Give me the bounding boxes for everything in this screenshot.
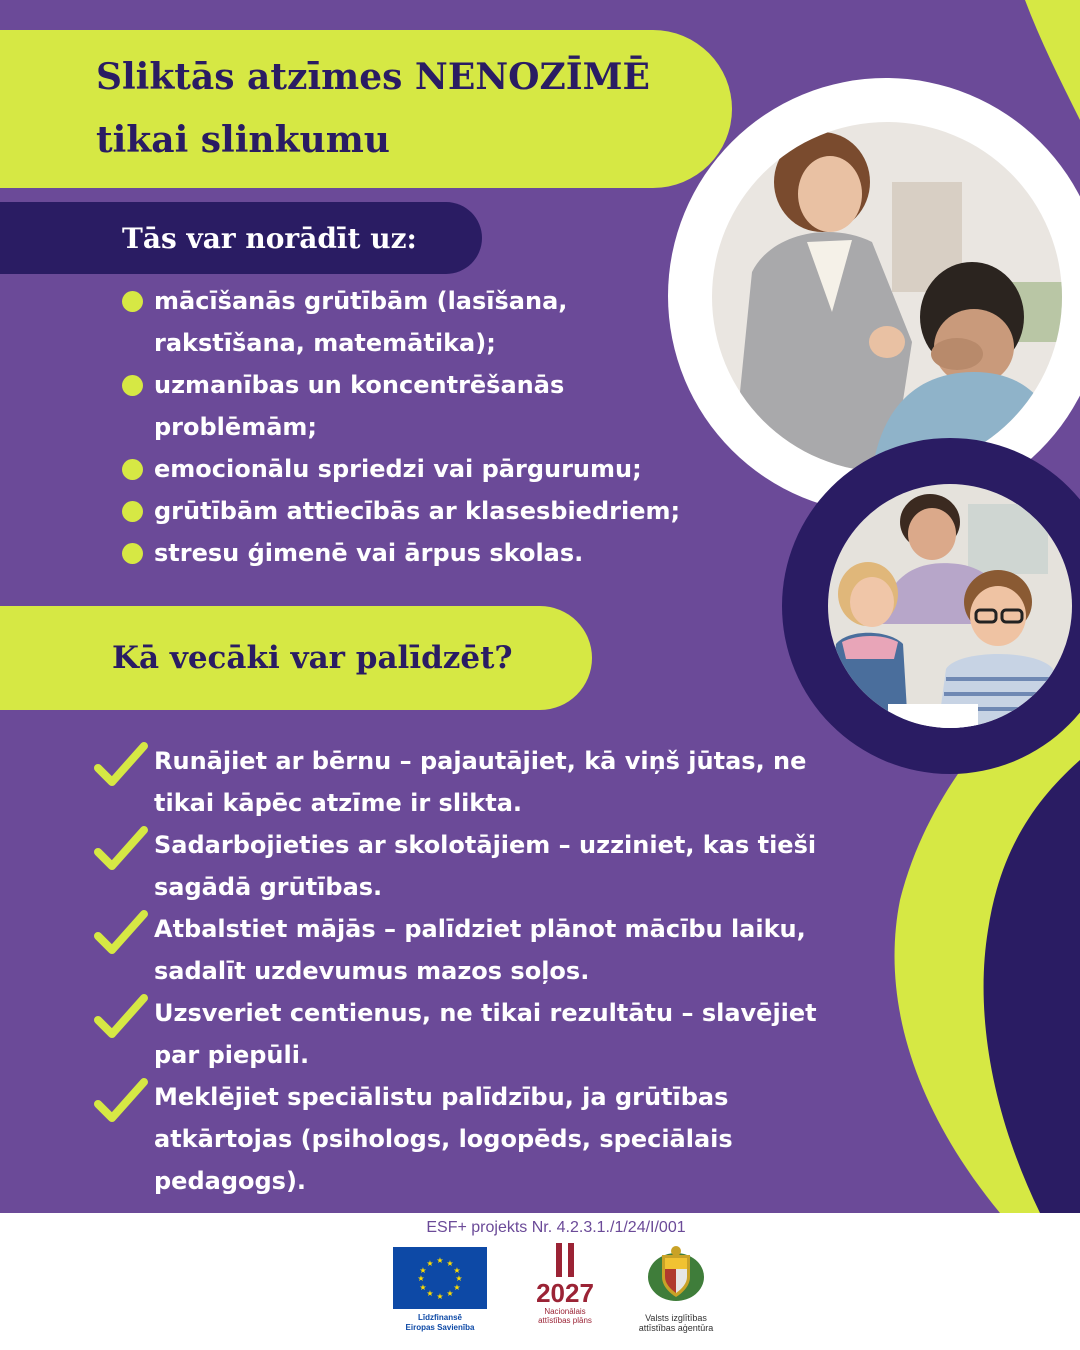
- list-item-line: Atbalstiet mājās – palīdziet plānot mācību laiku,: [154, 915, 806, 943]
- title-line-1: Sliktās atzīmes NENOZĪMĒ: [96, 56, 650, 98]
- svg-text:★: ★: [455, 1274, 463, 1283]
- checkmark-icon: [92, 992, 150, 1044]
- tips-list: [92, 740, 882, 1202]
- list-item-line: emocionālu spriedzi vai pārgurumu;: [154, 455, 642, 483]
- bullet-dot-icon: [122, 375, 143, 396]
- photo-frame-top: [668, 78, 1080, 514]
- page-title: [96, 46, 650, 172]
- list-item: [92, 824, 882, 908]
- indicators-list: [122, 280, 742, 574]
- footer: [0, 1213, 1080, 1350]
- nap-caption-line-1: Nacionālais: [544, 1307, 586, 1316]
- list-item-line: Runājiet ar bērnu – pajautājiet, kā viņš jūtas, ne: [154, 747, 807, 775]
- nap-bars-icon: [550, 1243, 580, 1277]
- title-banner: [0, 30, 732, 188]
- national-development-plan-logo: [520, 1243, 610, 1343]
- list-item: [122, 532, 742, 574]
- eu-caption-line-2: Eiropas Savienība: [405, 1323, 475, 1332]
- svg-text:★: ★: [446, 1289, 454, 1298]
- svg-text:★: ★: [436, 1256, 444, 1265]
- list-item-line: atkārtojas (psihologs, logopēds, speciālais: [154, 1125, 733, 1153]
- photo-parent-with-children: [828, 484, 1072, 728]
- checkmark-icon: [92, 740, 150, 792]
- list-item-line: Meklējiet speciālistu palīdzību, ja grūtības: [154, 1083, 729, 1111]
- list-item-line: sadalīt uzdevumus mazos soļos.: [154, 957, 590, 985]
- project-number: ESF+ projekts Nr. 4.2.3.1./1/24/I/001: [426, 1219, 686, 1236]
- list-item: [122, 490, 742, 532]
- list-item-line: sagādā grūtības.: [154, 873, 383, 901]
- list-item-line: par piepūli.: [154, 1041, 310, 1069]
- svg-text:★: ★: [453, 1283, 461, 1292]
- list-item-line: uzmanības un koncentrēšanās: [154, 371, 565, 399]
- list-item: [92, 740, 882, 824]
- eu-flag-icon: [393, 1247, 487, 1309]
- svg-text:★: ★: [419, 1266, 427, 1275]
- eu-cofunding-logo: [393, 1247, 487, 1343]
- nap-year: 2027: [536, 1278, 594, 1308]
- svg-text:★: ★: [419, 1283, 427, 1292]
- via-caption-line-2: attīstības aģentūra: [638, 1323, 714, 1333]
- list-item-line: rakstīšana, matemātika);: [154, 329, 496, 357]
- list-item: [122, 364, 742, 448]
- list-item: [122, 448, 742, 490]
- nap-caption: [520, 1307, 610, 1325]
- list-item: [122, 280, 742, 364]
- list-item-line: stresu ģimenē vai ārpus skolas.: [154, 539, 584, 567]
- via-agency-logo: [630, 1243, 722, 1343]
- checkmark-icon: [92, 908, 150, 960]
- list-item-line: Uzsveriet centienus, ne tikai rezultātu – slavējiet: [154, 999, 817, 1027]
- list-item: [92, 1076, 882, 1202]
- list-item-line: pedagogs).: [154, 1167, 307, 1195]
- list-item-line: mācīšanās grūtībām (lasīšana,: [154, 287, 568, 315]
- indicators-heading-banner: [0, 202, 482, 274]
- list-item: [92, 992, 882, 1076]
- parents-heading-banner: [0, 606, 592, 710]
- checkmark-icon: [92, 1076, 150, 1128]
- bullet-dot-icon: [122, 543, 143, 564]
- bullet-dot-icon: [122, 501, 143, 522]
- nap-caption-line-2: attīstības plāns: [538, 1316, 592, 1325]
- list-item: [92, 908, 882, 992]
- via-caption-line-1: Valsts izglītības: [645, 1313, 707, 1323]
- svg-text:★: ★: [426, 1289, 434, 1298]
- indicators-heading: Tās var norādīt uz:: [122, 221, 417, 255]
- list-item-line: problēmām;: [154, 413, 317, 441]
- eu-caption-line-1: Līdzfinansē: [417, 1313, 462, 1322]
- list-item-line: tikai kāpēc atzīme ir slikta.: [154, 789, 523, 817]
- svg-text:★: ★: [436, 1292, 444, 1301]
- eu-caption: [393, 1313, 487, 1333]
- parents-heading: Kā vecāki var palīdzēt?: [112, 640, 513, 676]
- svg-text:★: ★: [453, 1266, 461, 1275]
- title-line-2: tikai slinkumu: [96, 119, 390, 161]
- coat-of-arms-icon: [645, 1243, 707, 1305]
- bullet-dot-icon: [122, 291, 143, 312]
- checkmark-icon: [92, 824, 150, 876]
- list-item-line: grūtībām attiecībās ar klasesbiedriem;: [154, 497, 681, 525]
- photo-teacher-and-student: [712, 122, 1062, 472]
- list-item-line: Sadarbojieties ar skolotājiem – uzziniet, kas tieši: [154, 831, 817, 859]
- svg-text:★: ★: [417, 1274, 425, 1283]
- svg-text:★: ★: [446, 1259, 454, 1268]
- via-caption: [630, 1313, 722, 1333]
- svg-text:★: ★: [426, 1259, 434, 1268]
- bullet-dot-icon: [122, 459, 143, 480]
